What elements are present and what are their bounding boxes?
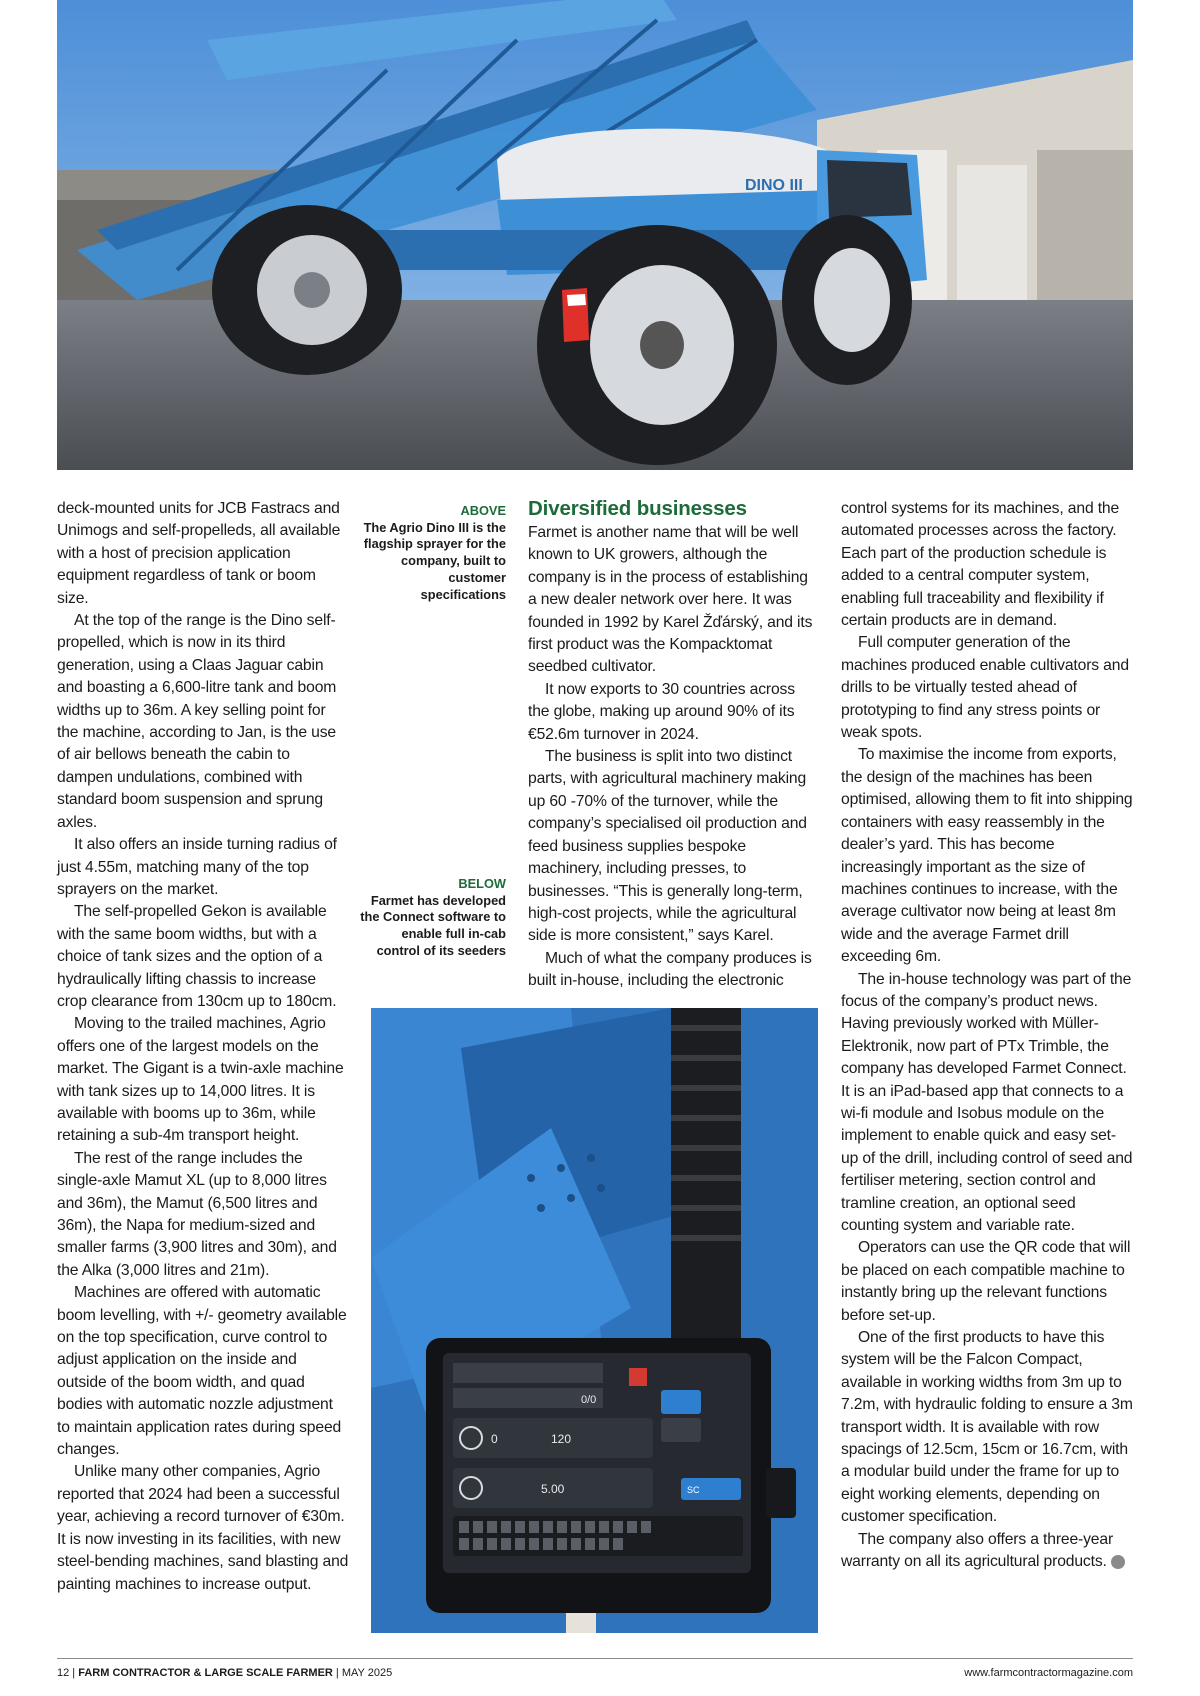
screen-value: 120 xyxy=(551,1432,572,1446)
end-mark-icon: FC xyxy=(1111,1555,1125,1569)
body-paragraph: Machines are offered with automatic boom levelling, with +/- geometry available on the top specification, curve control to adjust application on the inside and outside of the boom width, and quad bodies with automatic nozzle adjustment to maintain application rates during speed changes. xyxy=(57,1284,347,1459)
body-paragraph: One of the first products to have this system will be the Falcon Compact, available in working widths from 3m up to 7.2m, with hydraulic folding to ensure a 3m transport width. It is available with row spacings of 12.5cm, 15cm or 16.7cm, with a modular build under the frame for up to eight working elements, depending on customer specification. xyxy=(841,1329,1133,1526)
footer-publication: 12 | FARM CONTRACTOR & LARGE SCALE FARMER | MAY 2025 xyxy=(57,1667,393,1679)
article-column-1 xyxy=(57,498,349,1596)
final-paragraph-text: The company also offers a three-year warranty on all its agricultural products. xyxy=(841,1530,1114,1571)
publication-name: FARM CONTRACTOR & LARGE SCALE FARMER xyxy=(78,1667,333,1679)
body-paragraph: At the top of the range is the Dino self-propelled, which is now in its third generation, using a Claas Jaguar cabin and boasting a 6,600-litre tank and boom widths up to 36m. A key selling point for the machine, according to Jan, is the use of air bellows beneath the cabin to dampen undulations, combined with standard boom suspension and sprung axles. xyxy=(57,612,337,831)
body-paragraph: Operators can use the QR code that will be placed on each compatible machine to instantly bring up the relevant functions before set-up. xyxy=(841,1239,1131,1324)
article-column-4 xyxy=(841,498,1137,1574)
page-number: 12 xyxy=(57,1667,70,1679)
tablet-photo xyxy=(371,1008,818,1633)
wheel xyxy=(212,205,402,375)
sprayer-illustration xyxy=(57,0,1133,470)
issue-date: MAY 2025 xyxy=(341,1667,393,1679)
body-paragraph: The self-propelled Gekon is available with the same boom widths, but with a choice of tank sizes and the option of a hydraulically lifting chassis to increase crop clearance from 130cm up to 180cm. xyxy=(57,903,337,1010)
body-paragraph: control systems for its machines, and the automated processes across the factory. Each part of the production schedule is added to a central computer system, enabling full traceability and flexibility if certain products are in demand. xyxy=(841,500,1120,630)
body-paragraph xyxy=(841,1529,1137,1574)
machine-label: DINO III xyxy=(745,177,803,194)
screen-value: 5.00 xyxy=(541,1482,565,1496)
body-paragraph: To maximise the income from exports, the design of the machines has been optimised, allowing them to fit into shipping containers with easy reassembly in the dealer’s yard. This has become increasingly important as the size of machines continues to increase, with the average cultivator now being at least 8m wide and the average Farmet drill exceeding 6m. xyxy=(841,746,1133,966)
section-heading: Diversified businesses xyxy=(528,497,747,520)
body-paragraph: deck-mounted units for JCB Fastracs and Unimogs and self-propelleds, all available with a host of precision application equipment regardless of tank or boom size. xyxy=(57,500,341,607)
caption-label: BELOW xyxy=(458,876,506,891)
body-paragraph: Much of what the company produces is built in-house, including the electronic xyxy=(528,949,812,990)
caption-above xyxy=(360,503,506,603)
caption-below xyxy=(360,876,506,960)
body-paragraph: It also offers an inside turning radius of just 4.55m, matching many of the top sprayers on the market. xyxy=(57,836,337,898)
screen-value: 0 xyxy=(491,1432,498,1446)
caption-text: Farmet has developed the Connect software to enable full in-cab control of its seeders xyxy=(360,892,506,958)
tablet-illustration xyxy=(371,1008,818,1633)
article-column-3 xyxy=(528,498,820,993)
wheel xyxy=(537,225,777,465)
body-paragraph: The in-house technology was part of the focus of the company’s product news. Having previously worked with Müller-Elektronik, now part of PTx Trimble, the company has developed Farmet Connect. It is an iPad-based app that connects to a wi-fi module and Isobus module on the implement to enable quick and easy set-up of the drill, including control of seed and fertiliser metering, section control and tramline creation, an optional seed counting system and variable rate. xyxy=(841,970,1133,1234)
body-paragraph: It now exports to 30 countries across the globe, making up around 90% of its €52.6m turnover in 2024. xyxy=(528,680,795,743)
footer-website[interactable]: www.farmcontractormagazine.com xyxy=(964,1667,1133,1679)
section-control-label: SC xyxy=(687,1485,700,1495)
wheel xyxy=(782,215,912,385)
body-paragraph: Moving to the trailed machines, Agrio offers one of the largest models on the market. The Gigant is a twin-axle machine with tank sizes up to 14,000 litres. It is available with booms up to 36m, while retaining a sub-4m transport height. xyxy=(57,1015,344,1145)
caption-text: The Agrio Dino III is the flagship sprayer for the company, built to customer specifications xyxy=(363,519,506,602)
hero-photo xyxy=(57,0,1133,470)
footer-divider xyxy=(57,1658,1133,1659)
caption-label: ABOVE xyxy=(460,503,506,518)
screen-counter: 0/0 xyxy=(581,1394,597,1406)
body-paragraph: Unlike many other companies, Agrio reported that 2024 had been a successful year, achieving a record turnover of €30m. It is now investing in its facilities, with new steel-bending machines, sand blasting and painting machines to increase output. xyxy=(57,1463,349,1593)
body-paragraph: Full computer generation of the machines produced enable cultivators and drills to be virtually tested ahead of prototyping to find any stress points or weak spots. xyxy=(841,634,1129,742)
body-paragraph: The rest of the range includes the single-axle Mamut XL (up to 8,000 litres and 36m), the Mamut (6,500 litres and 36m), the Napa for medium-sized and smaller farms (3,900 litres and 30m), and the Alka (3,000 litres and 21m). xyxy=(57,1149,337,1279)
body-paragraph: Farmet is another name that will be well known to UK growers, although the company is in the process of establishing a new dealer network over here. It was founded in 1992 by Karel Žďárský, and its first product was the Kompacktomat seedbed cultivator. xyxy=(528,524,813,676)
body-paragraph: The business is split into two distinct parts, with agricultural machinery making up 60 -70% of the turnover, while the company’s specialised oil production and feed business supplies bespoke machinery, including presses, to businesses. “This is generally long-term, high-cost projects, while the agricultural side is more consistent,” says Karel. xyxy=(528,748,807,945)
